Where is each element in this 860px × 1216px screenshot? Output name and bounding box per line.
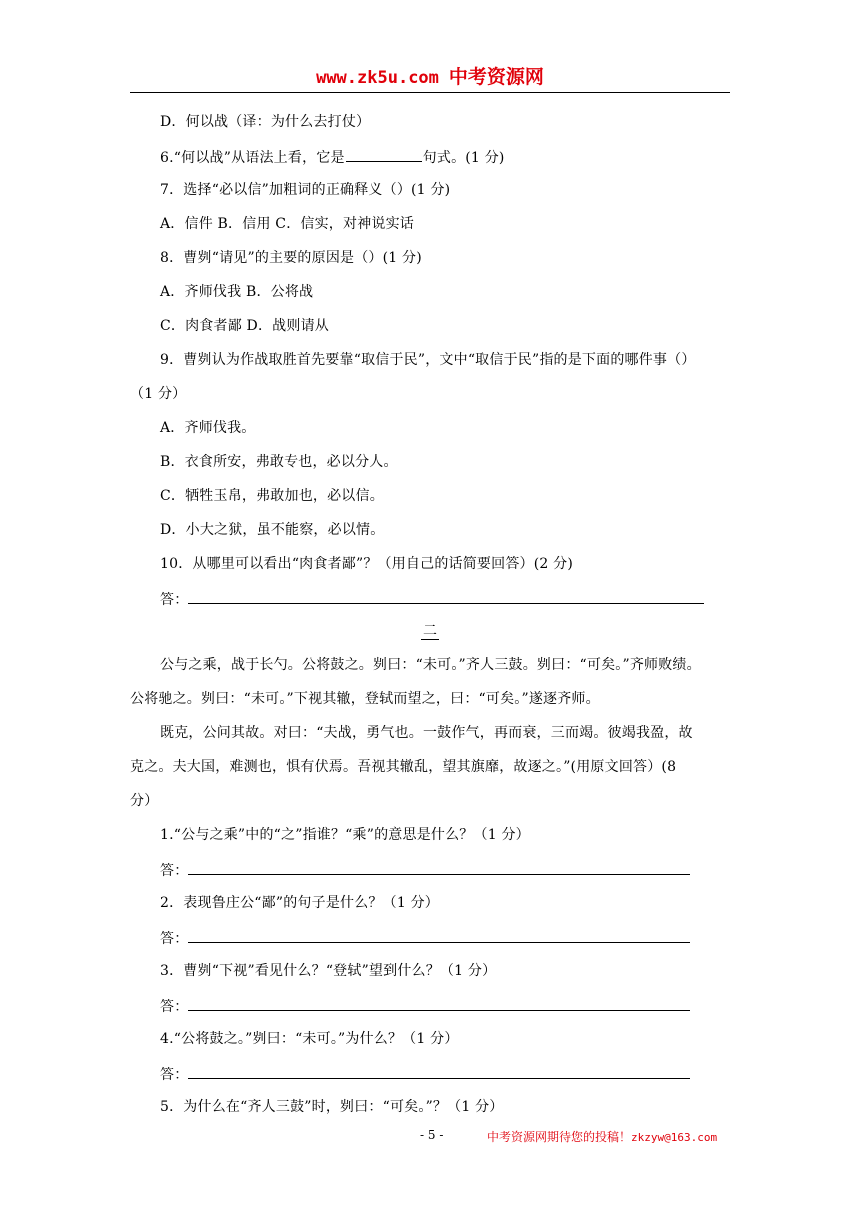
question-9-option-b: B．衣食所安，弗敢专也，必以分人。	[160, 454, 398, 470]
part2-question-2: 2．表现鲁庄公“鄙”的句子是什么？（1 分）	[160, 895, 439, 911]
footer-email-link[interactable]: zkzyw@163.com	[631, 1131, 718, 1144]
header-divider	[130, 92, 730, 93]
question-6	[160, 147, 505, 167]
part2-answer-2	[160, 928, 690, 948]
part2-answer-1	[160, 860, 690, 880]
answer-label: 答：	[160, 1067, 189, 1083]
question-7: 7．选择“必以信”加粗词的正确释义（）(1 分)	[160, 182, 451, 198]
part2-question-4: 4.“公将鼓之。”刿曰：“未可。”为什么？（1 分）	[160, 1031, 459, 1047]
header-site-name: 中考资源网	[448, 66, 544, 88]
answer-label: 答：	[160, 592, 189, 608]
section-title: 二	[423, 623, 437, 639]
question-8-options-ab: A．齐师伐我 B．公将战	[160, 284, 314, 300]
question-8-options-cd: C．肉食者鄙 D．战则请从	[160, 318, 329, 334]
question-6-tail: 句式。(1 分)	[422, 150, 505, 166]
answer-line	[188, 589, 704, 604]
page-header	[0, 62, 860, 89]
answer-line	[188, 860, 690, 875]
answer-line	[188, 1064, 690, 1079]
passage-line-4: 克之。夫大国，难测也，惧有伏焉。吾视其辙乱，望其旗靡，故逐之。”(用原文回答）(8	[130, 759, 677, 775]
part2-answer-3	[160, 996, 690, 1016]
question-10-answer	[160, 589, 704, 609]
question-7-options: A．信件 B．信用 C．信实，对神说实话	[160, 216, 415, 232]
part2-question-3: 3．曹刿“下视”看见什么？“登轼”望到什么？（1 分）	[160, 963, 497, 979]
footer-note	[487, 1128, 717, 1145]
passage-line-5: 分）	[130, 793, 159, 809]
question-9-option-a: A．齐师伐我。	[160, 420, 256, 436]
header-url-link[interactable]: www.zk5u.com	[316, 68, 439, 88]
answer-label: 答：	[160, 931, 189, 947]
question-6-text: 6.“何以战”从语法上看，它是	[160, 150, 345, 166]
question-10: 10．从哪里可以看出“肉食者鄙”？（用自己的话简要回答）(2 分)	[160, 556, 574, 572]
question-9: 9．曹刿认为作战取胜首先要靠“取信于民”，文中“取信于民”指的是下面的哪件事（）	[160, 352, 696, 368]
option-d-line: D．何以战（译：为什么去打仗）	[160, 114, 371, 130]
footer-note-text: 中考资源网期待您的投稿！	[487, 1130, 632, 1144]
answer-line	[188, 928, 690, 943]
part2-question-5: 5．为什么在“齐人三鼓”时，刿曰：“可矣。”？（1 分）	[160, 1099, 504, 1115]
passage-line-3: 既克，公问其故。对曰：“夫战，勇气也。一鼓作气，再而衰，三而竭。彼竭我盈，故	[160, 725, 693, 741]
passage-line-2: 公将驰之。刿曰：“未可。”下视其辙，登轼而望之，曰：“可矣。”遂逐齐师。	[130, 691, 600, 707]
question-9-score: （1 分）	[130, 386, 187, 402]
answer-line	[188, 996, 690, 1011]
question-8: 8．曹刿“请见”的主要的原因是（）(1 分)	[160, 250, 422, 266]
answer-label: 答：	[160, 999, 189, 1015]
page-number: - 5 -	[420, 1128, 444, 1142]
question-9-option-c: C．牺牲玉帛，弗敢加也，必以信。	[160, 488, 384, 504]
passage-line-1: 公与之乘，战于长勺。公将鼓之。刿曰：“未可。”齐人三鼓。刿曰：“可矣。”齐师败绩。	[160, 657, 701, 673]
part2-answer-4	[160, 1064, 690, 1084]
part2-question-1: 1.“公与之乘”中的“之”指谁？“乘”的意思是什么？（1 分）	[160, 827, 530, 843]
answer-label: 答：	[160, 863, 189, 879]
question-9-option-d: D．小大之狱，虽不能察，必以情。	[160, 522, 385, 538]
fill-blank	[346, 147, 422, 162]
